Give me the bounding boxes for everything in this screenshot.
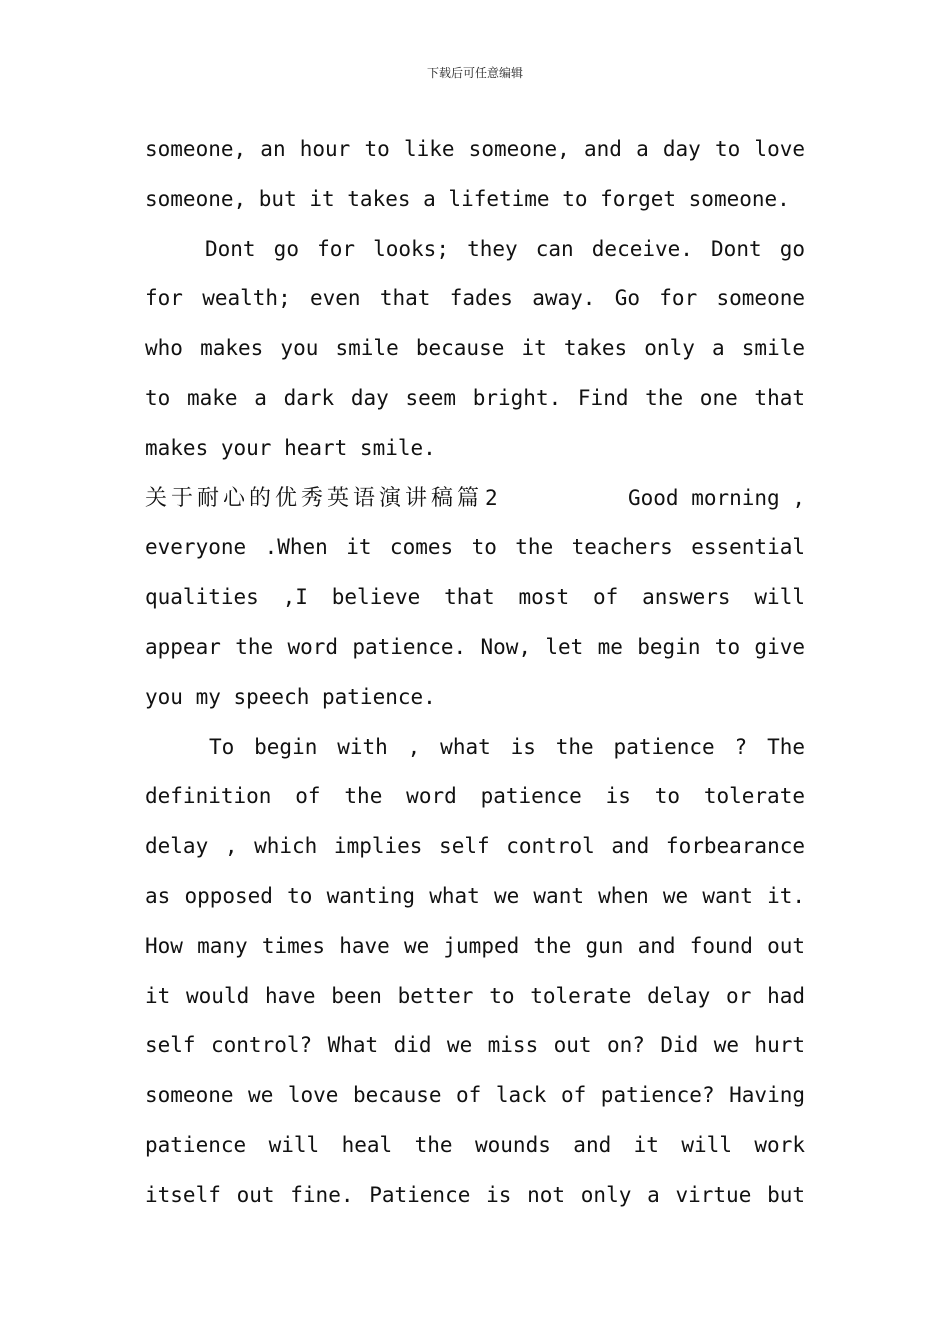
text-line: How many times have we jumped the gun and found out	[145, 933, 805, 958]
section-number: 2	[485, 485, 498, 510]
text-line: someone, an hour to like someone, and a day to love	[145, 137, 805, 161]
heading-trailing-text: Good morning ,	[627, 485, 805, 510]
text-line: patience will heal the wounds and it will work	[145, 1132, 805, 1157]
text-line: itself out fine. Patience is not only a virtue but	[145, 1182, 805, 1207]
text-line: you my speech patience.	[145, 684, 436, 709]
text-line: delay , which implies self control and forbearance	[145, 834, 805, 859]
text-line: makes your heart smile.	[145, 435, 436, 460]
paragraph-3	[145, 523, 805, 722]
text-line: someone, but it takes a lifetime to forget someone.	[145, 186, 790, 211]
text-line: appear the word patience. Now, let me begin to give	[145, 634, 805, 659]
text-line: qualities ,I believe that most of answers will	[145, 585, 805, 610]
text-line: To begin with , what is the patience ? The	[209, 734, 805, 759]
text-line: it would have been better to tolerate delay or had	[145, 983, 805, 1008]
paragraph-1	[145, 125, 805, 225]
text-line: for wealth; even that fades away. Go for someone	[145, 286, 805, 311]
paragraph-2	[145, 225, 805, 474]
text-line: someone we love because of lack of patience? Having	[145, 1083, 805, 1108]
text-line: everyone .When it comes to the teachers essential	[145, 535, 805, 560]
section-heading	[145, 474, 805, 524]
text-line: who makes you smile because it takes only a smile	[145, 336, 805, 361]
document-body	[145, 125, 805, 1221]
text-line: self control? What did we miss out on? Did we hurt	[145, 1033, 805, 1058]
page-header: 下载后可任意编辑	[426, 66, 523, 80]
text-line: definition of the word patience is to tolerate	[145, 784, 805, 809]
text-line: to make a dark day seem bright. Find the one that	[145, 385, 805, 410]
section-title: 关于耐心的优秀英语演讲稿篇	[145, 485, 484, 511]
text-line: as opposed to wanting what we want when we want it.	[145, 883, 805, 908]
text-line: Dont go for looks; they can deceive. Dont go	[205, 236, 805, 261]
paragraph-4	[145, 723, 805, 1221]
